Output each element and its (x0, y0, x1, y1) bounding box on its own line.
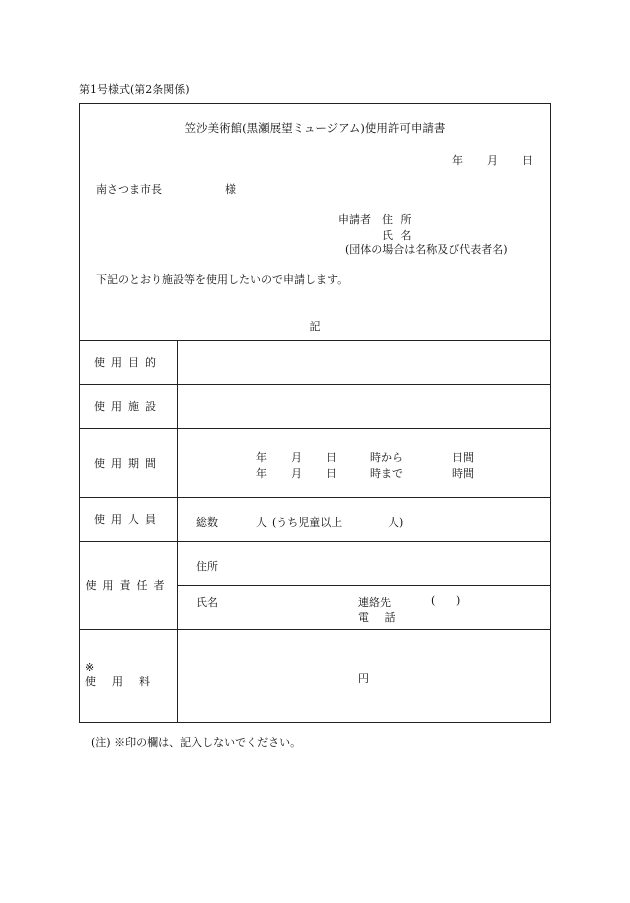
ki-heading: 記 (309, 320, 321, 333)
asterisk-mark: ※ (85, 661, 95, 674)
period-start-month: 月 (291, 451, 302, 464)
responsible-label: 使用責任者 (85, 579, 171, 592)
contact-label: 連絡先 (358, 596, 391, 609)
people-total-label: 総数 (196, 516, 218, 529)
people-unit: 人 (256, 516, 267, 529)
date-year-label: 年 (452, 154, 463, 167)
facility-label: 使用施設 (94, 400, 162, 413)
honorific-sama: 様 (225, 183, 236, 196)
date-day-label: 日 (522, 154, 533, 167)
contact-paren-open: ( (431, 594, 436, 607)
row-divider (79, 629, 551, 630)
period-hours: 時間 (452, 467, 474, 480)
label-column-divider (177, 340, 178, 723)
application-statement: 下記のとおり施設等を使用したいので申請します。 (96, 273, 349, 286)
fee-label-block (85, 661, 166, 689)
applicant-name-label: 氏 名 (382, 229, 414, 242)
purpose-label: 使用目的 (94, 356, 162, 369)
organization-note: (団体の場合は名称及び代表者名) (345, 243, 508, 256)
period-end-day: 日 (326, 467, 337, 480)
addressee: 南さつま市長 (96, 183, 162, 196)
period-label: 使用期間 (94, 456, 162, 470)
form-title: 笠沙美術館(黒瀬展望ミュージアム)使用許可申請書 (184, 121, 446, 135)
form-number-label: 第1号様式(第2条関係) (79, 83, 190, 96)
period-end-month: 月 (291, 467, 302, 480)
people-child-unit: 人) (388, 516, 404, 529)
responsible-address-label: 住所 (196, 560, 218, 573)
responsible-sub-divider (177, 585, 551, 586)
people-label: 使用人員 (94, 513, 162, 526)
period-start-time: 時から (370, 451, 403, 464)
date-month-label: 月 (487, 154, 498, 167)
responsible-name-label: 氏名 (196, 596, 218, 609)
phone-label: 電 話 (358, 611, 402, 624)
contact-paren-close: ) (456, 594, 461, 607)
period-start-year: 年 (256, 451, 267, 464)
period-start-day: 日 (326, 451, 337, 464)
fee-yen-unit: 円 (358, 672, 369, 685)
applicant-label: 申請者 (338, 213, 371, 226)
applicant-address-label: 住 所 (382, 213, 414, 226)
period-end-year: 年 (256, 467, 267, 480)
period-days: 日間 (452, 451, 474, 464)
people-child-note: (うち児童以上 (272, 516, 343, 529)
fee-label: 使用料 (85, 675, 166, 688)
footnote: (注) ※印の欄は、記入しないでください。 (91, 736, 302, 749)
period-end-time: 時まで (370, 467, 403, 480)
